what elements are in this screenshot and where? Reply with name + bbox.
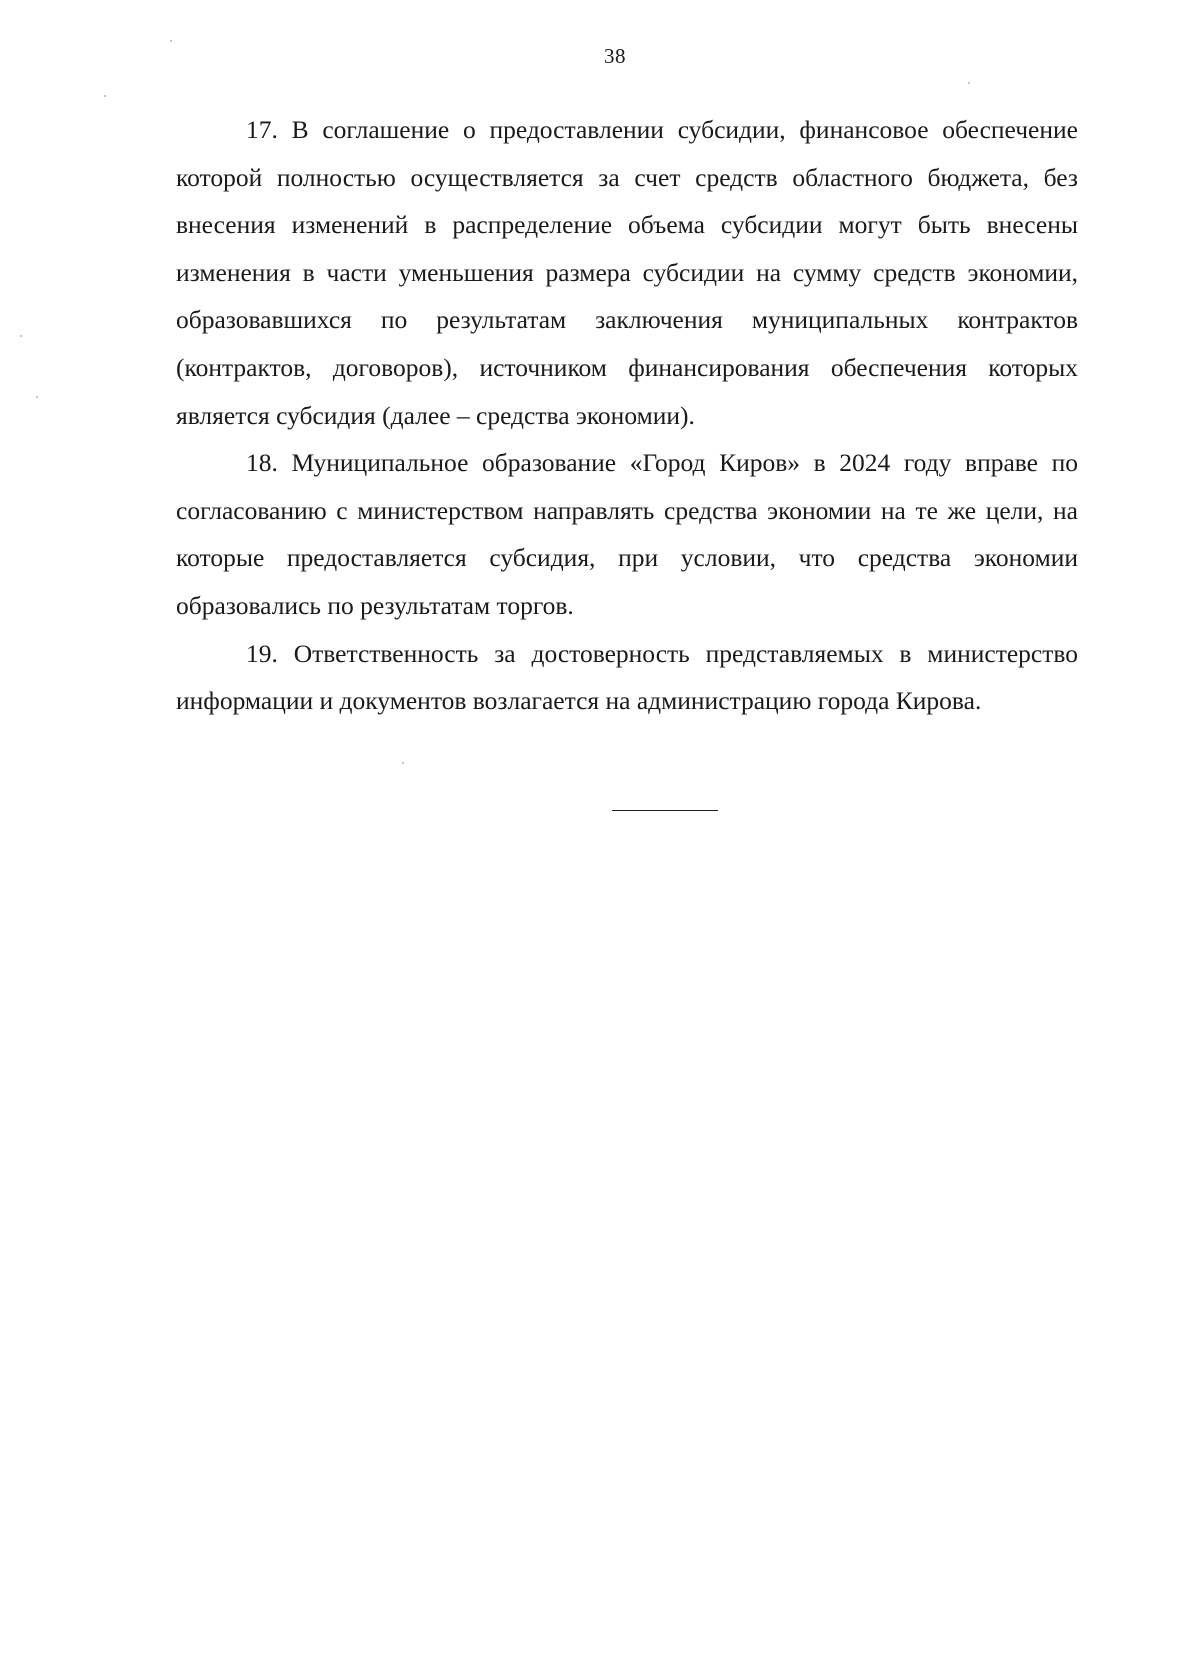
- scan-speck: [36, 396, 38, 398]
- scan-speck: [402, 762, 404, 764]
- paragraph-17: 17. В соглашение о предоставлении субсидии, финансовое обеспечение которой полностью осуществляется за счет средств областного бюджета, без внесения изменений в распределение объема субсидии могут быть внесены изменения в части уменьшения размера субсидии на сумму средств экономии, образовавшихся по результатам заключения муниципальных контрактов (контрактов, договоров), источником финансирования обеспечения которых является субсидия (далее – средства экономии).: [176, 115, 1078, 430]
- scan-speck: [968, 82, 970, 84]
- scan-speck: [104, 95, 106, 97]
- scan-speck: [20, 335, 22, 337]
- paragraph-19: 19. Ответственность за достоверность представляемых в министерство информации и документов возлагается на администрацию города Кирова.: [176, 638, 1078, 716]
- end-of-document-rule: [612, 810, 718, 811]
- scan-speck: [170, 40, 172, 42]
- page-number: 38: [604, 44, 626, 68]
- paragraph-18: 18. Муниципальное образование «Город Киров» в 2024 году вправе по согласованию с министерством направлять средства экономии на те же цели, на которые предоставляется субсидия, при условии, что средства экономии образовались по результатам торгов.: [176, 448, 1078, 620]
- document-body: [176, 106, 1078, 725]
